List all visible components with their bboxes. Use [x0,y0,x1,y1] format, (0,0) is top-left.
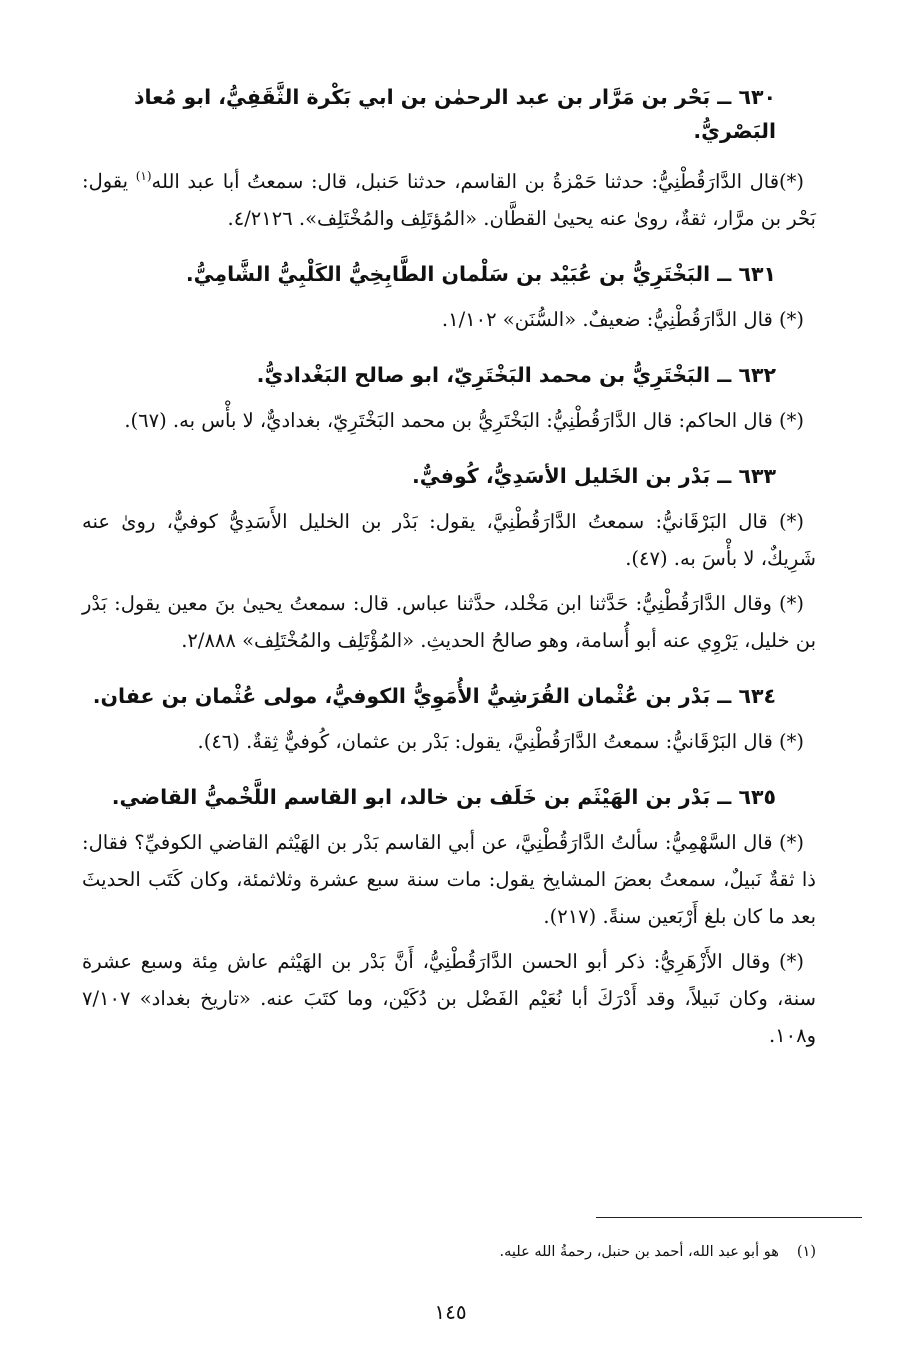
footnote-divider [596,1217,862,1218]
main-column [82,80,816,1074]
entry-paragraph [82,723,816,760]
footnote-number: (١) [796,1244,816,1260]
page-number: ١٤٥ [434,1300,467,1324]
footnote-reference[interactable]: (١) [135,169,152,183]
entry-heading: ٦٣٢ ــ البَخْتَرِيُّ بن محمد البَخْتَرِيّ، ابو صالح البَغْداديُّ. [256,362,776,387]
entry-635 [82,780,816,1054]
paragraph-text: (*) قال الحاكم: قال الدَّارَقُطْنِيُّ: البَخْتَرِيُّ بن محمد البَخْتَرِيّ، بغداديٌّ، لا بأْس به. (٦٧). [124,408,804,432]
entry-heading: ٦٣٤ ــ بَدْر بن عُثْمان القُرَشِيُّ الأُمَوِيُّ الكوفيُّ، مولى عُثْمان بن عفان. [92,683,776,708]
paragraph-text: (*) قال السَّهْمِيُّ: سألتُ الدَّارَقُطْنِيَّ، عن أبي القاسم بَدْر بن الهَيْثم القاضي الكوفيِّ؟ فقال: ذا ثقةٌ نَبيلٌ، سمعتُ بعضَ المشايخ يقول: مات سنة سبع عشرة وثلاثمئة، وكان كَتَب الحديثَ بعد ما كان بلغ أَرْبَعين سنةً. (٢١٧). [82,830,816,928]
entry-heading: ٦٣٣ ــ بَدْر بن الخَليل الأسَدِيُّ، كُوفيٌّ. [412,463,776,488]
entry-634 [82,679,816,760]
entry-paragraph [82,943,816,1054]
paragraph-text: (*) وقال الدَّارَقُطْنِيُّ: حَدَّثنا ابن مَخْلد، حدَّثنا عباس. قال: سمعتُ يحيىٰ بنَ معين يقول: بَدْر بن خليل، يَرْوِي عنه أبو أُسامة، وهو صالحُ الحديثِ. «المُؤْتَلِف والمُخْتَلِف» ٢/٨٨٨. [82,591,816,652]
entry-paragraph [82,402,816,439]
paragraph-text-continued: يقول: بَحْر بن مرَّار، ثقةٌ، روىٰ عنه يحيىٰ القطَّان. «المُؤتَلِف والمُخْتَلِف». ٤/٢١٢٦. [82,169,816,230]
entry-632 [82,358,816,439]
footnote-text: هو أبو عبد الله، أحمد بن حنبل، رحمةُ الله عليه. [499,1244,779,1260]
entry-paragraph [82,585,816,659]
paragraph-text: (*) قال الدَّارَقُطْنِيُّ: ضعيفٌ. «السُّنَن» ١/١٠٢. [441,307,804,331]
entry-heading: ٦٣١ ــ البَخْتَرِيُّ بن عُبَيْد بن سَلْمان الطَّابِخِيُّ الكَلْبِيُّ الشَّامِيُّ. [185,261,776,286]
paragraph-text: (*) قال البَرْقَانيُّ: سمعتُ الدَّارَقُطْنِيَّ، يقول: بَدْر بن الخليل الأَسَدِيُّ كوفيٌّ، روىٰ عنه شَرِيكٌ، لا بأْسَ به. (٤٧). [82,509,816,570]
entry-paragraph [82,301,816,338]
entry-631 [82,257,816,338]
paragraph-text: (*)قال الدَّارَقُطْنِيُّ: حدثنا حَمْزةُ بن القاسم، حدثنا حَنبل، قال: سمعتُ أبا عبد الله [151,169,804,193]
entry-paragraph [82,824,816,935]
entry-heading: ٦٣٥ ــ بَدْر بن الهَيْثَم بن خَلَف بن خالد، ابو القاسم اللَّخْميُّ القاضي. [111,784,776,809]
entry-heading: ٦٣٠ ــ بَحْر بن مَرَّار بن عبد الرحمٰن بن ابي بَكْرة الثَّقَفِيُّ، ابو مُعاذ البَصْريُّ. [133,85,776,143]
entry-paragraph [82,503,816,577]
entry-630 [82,80,816,237]
paragraph-text: (*) وقال الأَزْهَرِيُّ: ذكر أبو الحسن الدَّارَقُطْنِيُّ، أَنَّ بَدْر بن الهَيْثم عاش مِئة وسبع عشرة سنة، وكان نَبيلاً، وقد أَدْرَكَ أبا نُعَيْم الفَضْل بن دُكَيْن، وما كتَبَ عنه. «تاريخ بغداد» ٧/١٠٧ و١٠٨. [82,949,816,1047]
entry-paragraph [82,158,816,237]
entry-633 [82,459,816,659]
paragraph-text: (*) قال البَرْقَانيُّ: سمعتُ الدَّارَقُطْنِيَّ، يقول: بَدْر بن عثمان، كُوفيٌّ ثِقةٌ. (٤٦). [197,729,804,753]
footnote [300,1240,816,1264]
